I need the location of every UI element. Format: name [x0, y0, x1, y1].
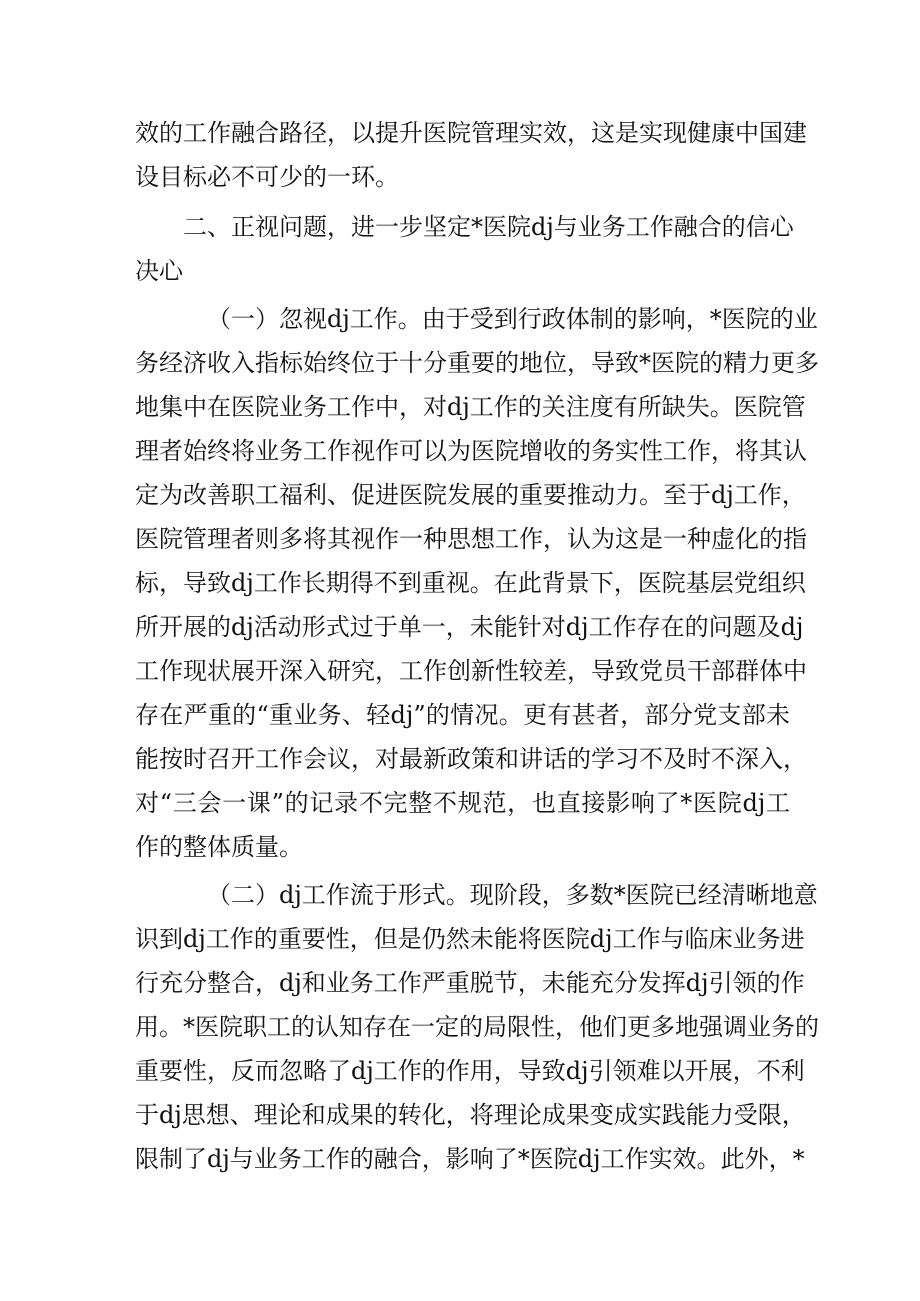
section-heading: 二、正视问题，进一步坚定*医院dj与业务工作融合的信心 [183, 213, 794, 241]
text-line: 于dj思想、理论和成果的转化，将理论成果变成实践能力受限， [135, 1101, 806, 1129]
text-line: 定为改善职工福利、促进医院发展的重要推动力。至于dj工作， [135, 481, 806, 509]
text-line: 地集中在医院业务工作中，对dj工作的关注度有所缺失。医院管 [135, 393, 806, 421]
text-line: 识到dj工作的重要性，但是仍然未能将医院dj工作与临床业务进 [135, 925, 805, 953]
text-line: 务经济收入指标始终位于十分重要的地位，导致*医院的精力更多 [135, 349, 819, 377]
text-line: 限制了dj与业务工作的融合，影响了*医院dj工作实效。此外，* [135, 1145, 805, 1173]
text-line: 能按时召开工作会议，对最新政策和讲话的学习不及时不深入， [135, 745, 807, 773]
section-heading: 决心 [135, 257, 183, 285]
text-line: 用。*医院职工的认知存在一定的局限性，他们更多地强调业务的 [135, 1013, 819, 1041]
text-line: 所开展的dj活动形式过于单一，未能针对dj工作存在的问题及dj [135, 613, 804, 641]
text-line: 效的工作融合路径，以提升医院管理实效，这是实现健康中国建 [135, 119, 807, 147]
text-line: 行充分整合，dj和业务工作严重脱节，未能充分发挥dj引领的作 [135, 969, 805, 997]
text-line: 存在严重的“重业务、轻dj”的情况。更有甚者，部分党支部未 [135, 701, 790, 729]
text-line: 工作现状展开深入研究，工作创新性较差，导致党员干部群体中 [135, 657, 807, 685]
text-line: 重要性，反而忽略了dj工作的作用，导致dj引领难以开展，不利 [135, 1057, 805, 1085]
text-line: 作的整体质量。 [135, 833, 303, 861]
text-line: 医院管理者则多将其视作一种思想工作，认为这是一种虚化的指 [135, 525, 807, 553]
text-line: （一）忽视dj工作。由于受到行政体制的影响，*医院的业 [207, 305, 818, 333]
text-line: 对“三会一课”的记录不完整不规范，也直接影响了*医院dj工 [135, 789, 790, 817]
text-line: 理者始终将业务工作视作可以为医院增收的务实性工作，将其认 [135, 437, 807, 465]
text-line: 标，导致dj工作长期得不到重视。在此背景下，医院基层党组织 [135, 569, 806, 597]
text-line: 设目标必不可少的一环。 [135, 163, 399, 191]
text-line: （二）dj工作流于形式。现阶段，多数*医院已经清晰地意 [207, 881, 818, 909]
